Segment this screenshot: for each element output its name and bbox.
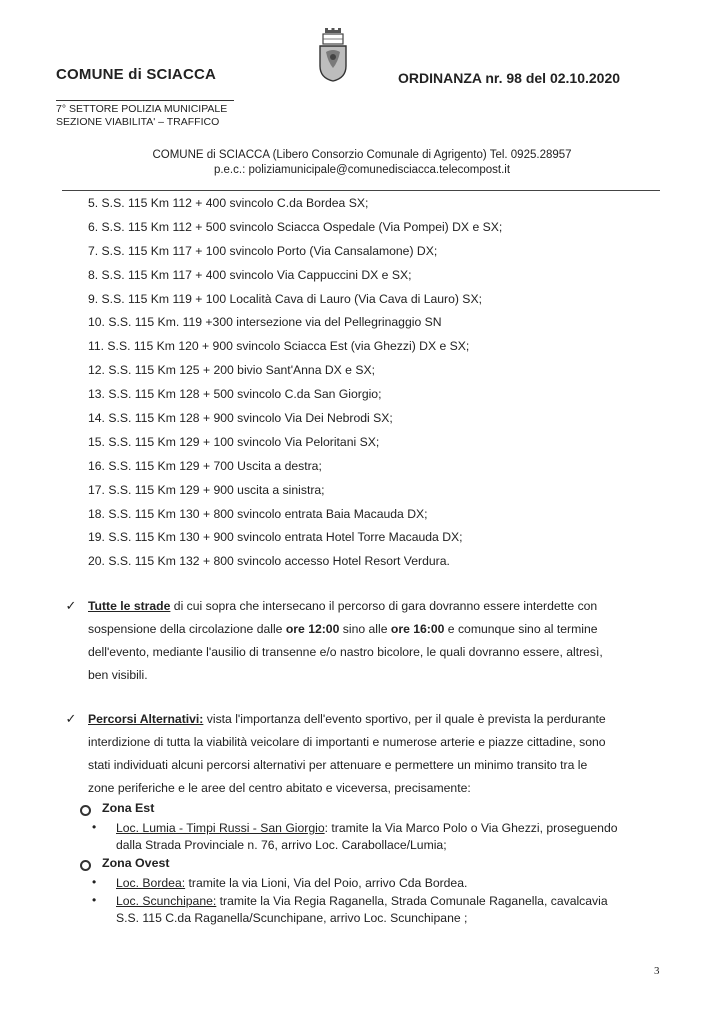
time-end: ore 16:00	[390, 622, 445, 636]
ordinanza-number: ORDINANZA nr. 98 del 02.10.2020	[398, 70, 621, 86]
page-number: 3	[654, 965, 660, 977]
comune-title: COMUNE di SCIACCA	[56, 66, 217, 83]
list-item: 20. S.S. 115 Km 132 + 800 svincolo accesso Hotel Resort Verdura.	[88, 554, 450, 569]
checkmark-icon: ✓	[65, 711, 77, 726]
strade-paragraph: Tutte le strade di cui sopra che intersecano il percorso di gara dovranno essere interdette con sospensione della circolazione dalle ore 12:00 sino alle ore 16:00 e comunque sino al termine dell'evento, mediante l'ausilio di transenne e/o nastro bicolore, le quali dovranno essere, altresì, ben visibili.	[88, 599, 603, 682]
settore-block	[56, 103, 227, 129]
list-item: 19. S.S. 115 Km 130 + 900 svincolo entrata Hotel Torre Macauda DX;	[88, 530, 463, 545]
list-item: 11. S.S. 115 Km 120 + 900 svincolo Sciacca Est (via Ghezzi) DX e SX;	[88, 339, 470, 354]
list-item: 16. S.S. 115 Km 129 + 700 Uscita a destra;	[88, 458, 322, 473]
list-item: 15. S.S. 115 Km 129 + 100 svincolo Via Peloritani SX;	[88, 434, 380, 449]
zona-est-bullet	[80, 802, 91, 820]
list-item: 5. S.S. 115 Km 112 + 400 svincolo C.da Bordea SX;	[88, 196, 369, 210]
percorsi-paragraph: Percorsi Alternativi: vista l'importanza dell'evento sportivo, per il quale è prevista la perdurante interdizione di tutta la viabilità veicolare di importanti e numerose arterie e piazze cittadine, sono stati individuati alcuni percorsi alternativi per attenuare e permettere un minimo transito tra le zone periferiche e le aree del centro abitato e viceversa, precisamente:	[88, 712, 606, 795]
list-item: 17. S.S. 115 Km 129 + 900 uscita a sinistra;	[88, 482, 325, 497]
contact-line-2: p.e.c.: poliziamunicipale@comunedisciacca.telecompost.it	[213, 164, 511, 176]
list-item: 10. S.S. 115 Km. 119 +300 intersezione via del Pellegrinaggio SN	[88, 315, 442, 330]
strade-title: Tutte le strade	[88, 599, 171, 613]
settore-line-2: SEZIONE VIABILITA' – TRAFFICO	[56, 116, 220, 128]
list-item: 8. S.S. 115 Km 117 + 400 svincolo Via Cappuccini DX e SX;	[88, 267, 412, 282]
contact-separator	[62, 190, 660, 191]
list-item: 13. S.S. 115 Km 128 + 500 svincolo C.da San Giorgio;	[88, 387, 382, 402]
bullet-icon: •	[92, 893, 97, 907]
bullet-icon: •	[92, 875, 97, 889]
list-item: 14. S.S. 115 Km 128 + 900 svincolo Via Dei Nebrodi SX;	[88, 411, 393, 426]
time-start: ore 12:00	[285, 622, 340, 636]
zona-est-location: Loc. Lumia - Timpi Russi - San Giorgio: tramite la Via Marco Polo o Via Ghezzi, proseguendo dalla Strada Provinciale n. 76, arrivo Loc. Carabollace/Lumia;	[116, 821, 618, 852]
list-item: 6. S.S. 115 Km 112 + 500 svincolo Sciacca Ospedale (Via Pompei) DX e SX;	[88, 219, 503, 234]
list-item: 9. S.S. 115 Km 119 + 100 Località Cava di Lauro (Via Cava di Lauro) SX;	[88, 291, 482, 306]
zona-ovest-title: Zona Ovest	[102, 856, 170, 870]
list-item: 12. S.S. 115 Km 125 + 200 bivio Sant'Anna DX e SX;	[88, 363, 375, 378]
zona-ovest-bullet	[80, 857, 91, 875]
contact-block	[56, 148, 668, 178]
zona-ovest-location-2: Loc. Scunchipane: tramite la Via Regia Raganella, Strada Comunale Raganella, cavalcavia S.S. 115 C.da Raganella/Scunchipane, arrivo Loc. Scunchipane ;	[116, 894, 608, 925]
bullet-icon: •	[92, 820, 97, 834]
loc-bordea: Loc. Bordea:	[116, 876, 186, 890]
coat-of-arms-icon	[316, 28, 350, 82]
loc-scunchipane: Loc. Scunchipane:	[116, 894, 217, 908]
contact-line-1: COMUNE di SCIACCA (Libero Consorzio Comunale di Agrigento) Tel. 0925.28957	[152, 149, 572, 161]
list-item: 18. S.S. 115 Km 130 + 800 svincolo entrata Baia Macauda DX;	[88, 506, 428, 521]
checkmark-icon: ✓	[65, 598, 77, 613]
zona-ovest-location-1: Loc. Bordea: tramite la via Lioni, Via del Poio, arrivo Cda Bordea.	[116, 876, 468, 890]
percorsi-title: Percorsi Alternativi:	[88, 712, 204, 726]
list-item: 7. S.S. 115 Km 117 + 100 svincolo Porto (Via Cansalamone) DX;	[88, 243, 438, 258]
settore-line-1: 7° SETTORE POLIZIA MUNICIPALE	[56, 103, 228, 115]
header-divider	[56, 100, 234, 101]
loc-lumia: Loc. Lumia - Timpi Russi - San Giorgio	[116, 821, 325, 835]
zona-est-title: Zona Est	[102, 801, 155, 815]
road-list	[88, 192, 668, 574]
